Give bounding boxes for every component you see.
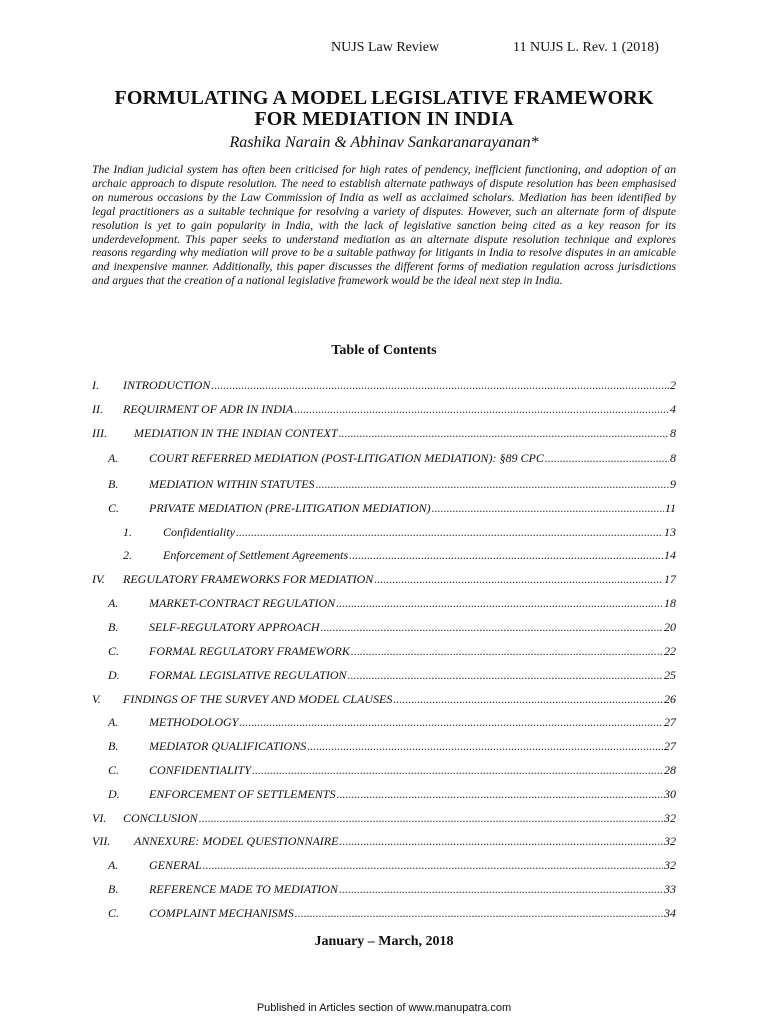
toc-leader-dots bbox=[336, 596, 663, 611]
toc-entry-page: 34 bbox=[664, 906, 676, 920]
toc-entry-title: MARKET-CONTRACT REGULATION bbox=[149, 596, 336, 610]
toc-entry[interactable] bbox=[92, 692, 676, 708]
journal-name: NUJS Law Review bbox=[331, 40, 440, 55]
toc-entry[interactable] bbox=[92, 763, 676, 779]
toc-leader-dots bbox=[339, 834, 663, 849]
toc-entry[interactable] bbox=[92, 451, 676, 467]
toc-entry[interactable] bbox=[92, 620, 676, 636]
toc-entry-title: CONCLUSION bbox=[123, 811, 198, 825]
toc-entry-page: 14 bbox=[664, 548, 676, 562]
toc-leader-dots bbox=[393, 692, 663, 707]
toc-entry-title: MEDIATION WITHIN STATUTES bbox=[149, 477, 315, 491]
toc-entry-title: COMPLAINT MECHANISMS bbox=[149, 906, 294, 920]
toc-heading: Table of Contents bbox=[331, 343, 437, 358]
toc-entry-page: 8 bbox=[670, 451, 676, 465]
toc-entry-number: A. bbox=[108, 596, 119, 610]
toc-entry-page: 20 bbox=[664, 620, 676, 634]
toc-entry[interactable] bbox=[92, 834, 676, 850]
toc-entry-number: 1. bbox=[123, 525, 132, 539]
toc-entry-title: FORMAL LEGISLATIVE REGULATION bbox=[149, 668, 347, 682]
toc-entry[interactable] bbox=[92, 906, 676, 922]
toc-entry-number: B. bbox=[108, 620, 119, 634]
toc-entry-page: 27 bbox=[664, 739, 676, 753]
toc-leader-dots bbox=[349, 548, 663, 563]
toc-entry-page: 25 bbox=[664, 668, 676, 682]
toc-entry[interactable] bbox=[92, 402, 676, 418]
toc-entry[interactable] bbox=[92, 668, 676, 684]
toc-entry-title: REGULATORY FRAMEWORKS FOR MEDIATION bbox=[123, 572, 374, 586]
toc-entry-number: C. bbox=[108, 501, 120, 515]
toc-entry-title: CONFIDENTIALITY bbox=[149, 763, 252, 777]
toc-entry-number: C. bbox=[108, 906, 120, 920]
toc-entry-page: 2 bbox=[670, 378, 676, 392]
toc-entry-number: B. bbox=[108, 739, 119, 753]
publisher-footer: Published in Articles section of www.manupatra.com bbox=[256, 1002, 512, 1014]
article-abstract: The Indian judicial system has often been criticised for high rates of pendency, inefficient functioning, and adoption of an archaic approach to dispute resolution. The need to establish alternate pathways of dispute resolution has been emphasised on numerous occasions by the Law Commission of India as well as acclaimed scholars. Mediation has been identified by legal practitioners as a suitable technique for resolving a variety of disputes. However, such an alternate form of dispute resolution is yet to gain popularity in India, with the lack of legislative sanction being cited as a key reason for its underdevelopment. This paper seeks to understand mediation as an alternate dispute resolution technique and explores reasons regarding why mediation will prove to be a suitable pathway for litigants in India to resolve disputes in an amicable and inexpensive manner. Additionally, this paper discusses the different forms of mediation regulation across jurisdictions and argues that the creation of a national legislative framework would be the ideal next step in India. bbox=[92, 163, 676, 288]
toc-entry[interactable] bbox=[92, 882, 676, 898]
toc-leader-dots bbox=[432, 501, 664, 516]
toc-entry[interactable] bbox=[92, 787, 676, 803]
toc-leader-dots bbox=[351, 644, 663, 659]
issue-date: January – March, 2018 bbox=[314, 934, 454, 949]
toc-entry[interactable] bbox=[92, 811, 676, 827]
toc-entry-number: II. bbox=[92, 402, 103, 416]
toc-entry-title: SELF-REGULATORY APPROACH bbox=[149, 620, 320, 634]
toc-entry-title: FINDINGS OF THE SURVEY AND MODEL CLAUSES bbox=[123, 692, 393, 706]
toc-entry-number: A. bbox=[108, 715, 119, 729]
toc-entry-number: B. bbox=[108, 477, 119, 491]
toc-entry-title: ENFORCEMENT OF SETTLEMENTS bbox=[149, 787, 336, 801]
toc-entry-number: D. bbox=[108, 787, 120, 801]
toc-entry-number: C. bbox=[108, 763, 120, 777]
toc-entry-page: 32 bbox=[664, 834, 676, 848]
toc-entry-number: III. bbox=[92, 426, 107, 440]
toc-entry-page: 4 bbox=[670, 402, 676, 416]
toc-entry-title: Enforcement of Settlement Agreements bbox=[163, 548, 349, 562]
toc-leader-dots bbox=[348, 668, 663, 683]
toc-entry[interactable] bbox=[92, 548, 676, 564]
toc-entry-page: 18 bbox=[664, 596, 676, 610]
toc-entry-page: 17 bbox=[664, 572, 676, 586]
toc-leader-dots bbox=[294, 402, 669, 417]
toc-entry-page: 32 bbox=[664, 858, 676, 872]
toc-entry[interactable] bbox=[92, 596, 676, 612]
toc-entry-number: B. bbox=[108, 882, 119, 896]
toc-entry-page: 13 bbox=[664, 525, 676, 539]
toc-entry-title: MEDIATOR QUALIFICATIONS bbox=[149, 739, 307, 753]
toc-entry-page: 8 bbox=[670, 426, 676, 440]
toc-leader-dots bbox=[199, 811, 663, 826]
toc-leader-dots bbox=[336, 787, 663, 802]
toc-entry[interactable] bbox=[92, 378, 676, 394]
toc-leader-dots bbox=[236, 525, 663, 540]
toc-leader-dots bbox=[239, 715, 663, 730]
toc-entry[interactable] bbox=[92, 477, 676, 493]
toc-entry-number: A. bbox=[108, 858, 119, 872]
toc-entry-title: FORMAL REGULATORY FRAMEWORK bbox=[149, 644, 350, 658]
article-title-line-2: FOR MEDIATION IN INDIA bbox=[254, 108, 514, 130]
toc-entry[interactable] bbox=[92, 858, 676, 874]
toc-entry-page: 11 bbox=[664, 501, 676, 515]
toc-entry-title: METHODOLOGY bbox=[149, 715, 239, 729]
toc-leader-dots bbox=[295, 906, 663, 921]
running-header bbox=[0, 40, 768, 60]
toc-entry-number: D. bbox=[108, 668, 120, 682]
toc-entry[interactable] bbox=[92, 739, 676, 755]
toc-entry-title: GENERAL bbox=[149, 858, 202, 872]
toc-leader-dots bbox=[339, 426, 669, 441]
toc-leader-dots bbox=[316, 477, 669, 492]
toc-entry-page: 32 bbox=[664, 811, 676, 825]
toc-entry-number: VI. bbox=[92, 811, 107, 825]
toc-entry[interactable] bbox=[92, 572, 676, 588]
toc-entry-page: 22 bbox=[664, 644, 676, 658]
toc-entry-page: 9 bbox=[670, 477, 676, 491]
toc-entry-number: A. bbox=[108, 451, 119, 465]
toc-leader-dots bbox=[203, 858, 663, 873]
toc-entry-page: 30 bbox=[664, 787, 676, 801]
toc-entry-number: C. bbox=[108, 644, 120, 658]
toc-entry-title: PRIVATE MEDIATION (PRE-LITIGATION MEDIATION) bbox=[149, 501, 431, 515]
toc-entry-title: ANNEXURE: MODEL QUESTIONNAIRE bbox=[134, 834, 339, 848]
toc-leader-dots bbox=[374, 572, 663, 587]
toc-entry-title: COURT REFERRED MEDIATION (POST-LITIGATION MEDIATION): §89 CPC bbox=[149, 451, 544, 465]
toc-entry[interactable] bbox=[92, 525, 676, 541]
toc-entry-number: I. bbox=[92, 378, 99, 392]
toc-entry-page: 27 bbox=[664, 715, 676, 729]
toc-leader-dots bbox=[307, 739, 663, 754]
toc-entry[interactable] bbox=[92, 715, 676, 731]
toc-entry-number: 2. bbox=[123, 548, 132, 562]
toc-entry-title: REFERENCE MADE TO MEDIATION bbox=[149, 882, 338, 896]
article-title bbox=[60, 88, 708, 130]
toc-entry-page: 33 bbox=[664, 882, 676, 896]
toc-entry[interactable] bbox=[92, 644, 676, 660]
article-authors: Rashika Narain & Abhinav Sankaranarayanan* bbox=[229, 134, 539, 151]
toc-entry[interactable] bbox=[92, 501, 676, 517]
toc-leader-dots bbox=[321, 620, 663, 635]
toc-entry-title: Confidentiality bbox=[163, 525, 235, 539]
toc-entry-page: 28 bbox=[664, 763, 676, 777]
toc-leader-dots bbox=[252, 763, 663, 778]
toc-entry-title: MEDIATION IN THE INDIAN CONTEXT bbox=[134, 426, 338, 440]
toc-entry-number: VII. bbox=[92, 834, 111, 848]
toc-leader-dots bbox=[339, 882, 663, 897]
toc-entry-title: INTRODUCTION bbox=[123, 378, 211, 392]
article-title-line-1: FORMULATING A MODEL LEGISLATIVE FRAMEWORK bbox=[114, 87, 654, 109]
toc-leader-dots bbox=[545, 451, 669, 466]
toc-entry[interactable] bbox=[92, 426, 676, 442]
toc-entry-page: 26 bbox=[664, 692, 676, 706]
toc-entry-title: REQUIRMENT OF ADR IN INDIA bbox=[123, 402, 294, 416]
toc-entry-number: V. bbox=[92, 692, 101, 706]
journal-citation: 11 NUJS L. Rev. 1 (2018) bbox=[513, 40, 659, 55]
toc-leader-dots bbox=[211, 378, 669, 393]
toc-entry-number: IV. bbox=[92, 572, 105, 586]
